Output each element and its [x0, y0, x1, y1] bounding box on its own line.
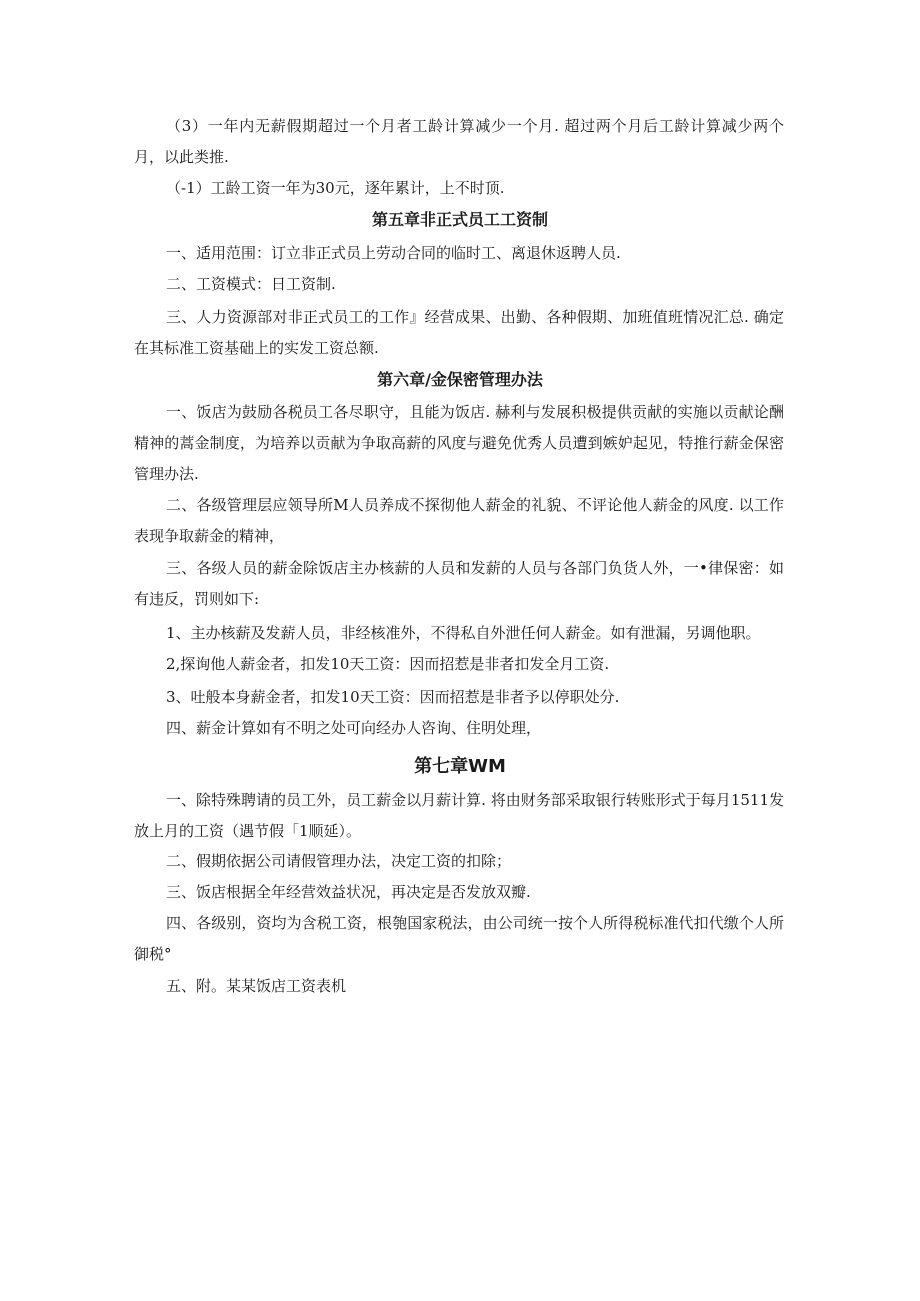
paragraph-penalty-1: 1、主办核薪及发薪人员，非经核准外，不得私自外泄任何人薪金。如有泄漏，另调他职。: [166, 624, 761, 642]
paragraph-penalty-3: 3、吐般本身薪金者，扣发10天工资：因而招惹是非者予以停职处分.: [166, 688, 620, 706]
paragraph-scope: 一、适用范围：订立非正式员上劳动合同的临时工、离退休返聘人员.: [166, 244, 621, 262]
paragraph-penalty-2: 2,探询他人薪金者，扣发10天工资：因而招惹是非者扣发全月工资.: [166, 655, 610, 673]
paragraph-hr-summary: 三、人力资源部对非正式员工的工作』经营成果、出勤、各种假期、加班值班情况汇总. 确定在其标准工资基础上的实发工资总额.: [134, 308, 784, 357]
paragraph-confidentiality-rule: 三、各级人员的薪金除饭店主办核薪的人员和发薪的人员与各部门负货人外，一•律保密：如有违反，罚则如下:: [134, 559, 784, 608]
paragraph-wage-mode: 二、工资模式：日工资制.: [166, 275, 336, 293]
chapter-5-heading: 第五章非正式员工工资制: [371, 210, 548, 229]
paragraph-seniority-pay: （-1）工龄工资一年为30元，逐年累计，上不时顶.: [166, 179, 505, 197]
paragraph-inquiry: 四、薪金计算如有不明之处可向经办人咨询、住明处理，: [166, 719, 542, 737]
paragraph-monthly-salary: 一、除特殊聘请的员工外，员工薪金以月薪计算. 将由财务部采取银行转账形式于每月1511发放上月的工资（遇节假「1顺延）。: [134, 791, 784, 840]
paragraph-seniority-deduction: （3）一年内无薪假期超过一个月者工龄计算减少一个月. 超过两个月后工龄计算减少两个月，以此类推.: [134, 117, 784, 166]
paragraph-leave-deduction: 二、假期依据公司请假管理办法，决定工资的扣除；: [166, 852, 512, 870]
paragraph-attachment: 五、附。某某饭店工资表机: [166, 977, 347, 995]
paragraph-confidentiality-purpose: 一、饭店为鼓励各税员工各尽职守，且能为饭店. 赫利与发展积极提供贡献的实施以贡献论酬精神的蒿金制度，为培养以贡献为争取高薪的风度与避免优秀人员遭到嫉妒起见，特推行薪金保密管理办法.: [134, 403, 784, 483]
chapter-6-heading: 第六章/金保密管理办法: [377, 370, 543, 389]
paragraph-bonus: 三、饭店根据全年经营效益状况，再决定是否发放双瓣.: [166, 883, 531, 901]
paragraph-tax: 四、各级别，资均为含税工资，根匏国家税法，由公司统一按个人所得税标准代扣代缴个人所御税°: [134, 914, 784, 963]
paragraph-management-duty: 二、各级管理层应领导所M人员养成不探彻他人薪金的礼貌、不评论他人薪金的风度. 以工作表现争取薪金的精神，: [134, 496, 784, 545]
chapter-7-heading: 第七章WM: [414, 756, 506, 777]
